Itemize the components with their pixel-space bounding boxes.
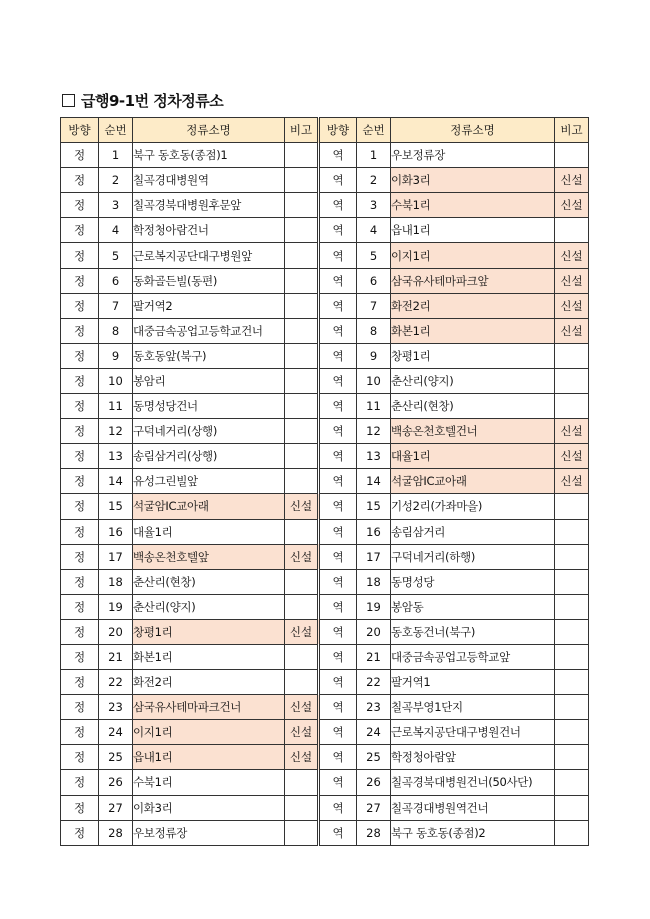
direction-cell: 역 (319, 619, 357, 644)
direction-cell: 정 (61, 695, 99, 720)
note-cell (555, 519, 589, 544)
direction-cell: 역 (319, 644, 357, 669)
table-row (61, 544, 589, 569)
table-row (61, 293, 589, 318)
stop-name-cell: 북구 동호동(종점)2 (391, 820, 555, 845)
table-row (61, 745, 589, 770)
table-row (61, 795, 589, 820)
table-row (61, 820, 589, 845)
table-row (61, 268, 589, 293)
note-cell (555, 494, 589, 519)
note-cell (555, 745, 589, 770)
direction-cell: 역 (319, 795, 357, 820)
stop-name-cell: 우보정류장 (133, 820, 285, 845)
note-cell: 신설 (555, 318, 589, 343)
note-cell (555, 343, 589, 368)
stop-name-cell: 칠곡부영1단지 (391, 695, 555, 720)
checkbox-square-icon (62, 94, 75, 107)
table-row (61, 368, 589, 393)
stop-name-cell: 대율1리 (391, 444, 555, 469)
table-row (61, 494, 589, 519)
note-cell: 신설 (285, 494, 319, 519)
note-cell (555, 594, 589, 619)
note-cell (285, 670, 319, 695)
stop-name-cell: 북구 동호동(종점)1 (133, 143, 285, 168)
stop-name-cell: 대중금속공업고등학교앞 (391, 644, 555, 669)
direction-cell: 정 (61, 770, 99, 795)
stop-name-cell: 동명성당 (391, 569, 555, 594)
seq-cell: 1 (99, 143, 133, 168)
note-cell (555, 695, 589, 720)
note-cell: 신설 (285, 745, 319, 770)
note-cell (285, 293, 319, 318)
seq-cell: 26 (357, 770, 391, 795)
direction-cell: 정 (61, 268, 99, 293)
note-cell: 신설 (555, 469, 589, 494)
stop-name-cell: 읍내1리 (133, 745, 285, 770)
stop-name-cell: 읍내1리 (391, 218, 555, 243)
title-text: 급행9-1번 정차정류소 (81, 92, 224, 110)
table-row (61, 143, 589, 168)
stop-name-cell: 이지1리 (133, 720, 285, 745)
seq-cell: 21 (99, 644, 133, 669)
stop-name-cell: 춘산리(현창) (391, 394, 555, 419)
header-note: 비고 (285, 118, 319, 143)
note-cell (285, 193, 319, 218)
seq-cell: 26 (99, 770, 133, 795)
stop-name-cell: 춘산리(양지) (133, 594, 285, 619)
direction-cell: 역 (319, 143, 357, 168)
note-cell (285, 143, 319, 168)
seq-cell: 17 (99, 544, 133, 569)
stop-name-cell: 화본1리 (391, 318, 555, 343)
header-row (61, 118, 589, 143)
direction-cell: 정 (61, 720, 99, 745)
direction-cell: 역 (319, 268, 357, 293)
seq-cell: 4 (99, 218, 133, 243)
note-cell (285, 419, 319, 444)
note-cell (285, 820, 319, 845)
seq-cell: 2 (357, 168, 391, 193)
bus-stop-table (60, 117, 589, 846)
table-row (61, 619, 589, 644)
direction-cell: 역 (319, 193, 357, 218)
seq-cell: 14 (357, 469, 391, 494)
direction-cell: 역 (319, 243, 357, 268)
note-cell (285, 770, 319, 795)
seq-cell: 18 (99, 569, 133, 594)
stop-name-cell: 대율1리 (133, 519, 285, 544)
table-row (61, 695, 589, 720)
stop-name-cell: 석굴암IC교아래 (133, 494, 285, 519)
note-cell: 신설 (555, 243, 589, 268)
direction-cell: 정 (61, 519, 99, 544)
stop-name-cell: 칠곡경북대병원건너(50사단) (391, 770, 555, 795)
seq-cell: 5 (357, 243, 391, 268)
header-direction: 방향 (319, 118, 357, 143)
stop-name-cell: 이지1리 (391, 243, 555, 268)
note-cell: 신설 (555, 193, 589, 218)
stop-name-cell: 창평1리 (133, 619, 285, 644)
note-cell (285, 444, 319, 469)
stop-name-cell: 석굴암IC교아래 (391, 469, 555, 494)
seq-cell: 5 (99, 243, 133, 268)
note-cell (285, 318, 319, 343)
note-cell (555, 770, 589, 795)
direction-cell: 정 (61, 218, 99, 243)
stop-name-cell: 백송온천호텔앞 (133, 544, 285, 569)
table-row (61, 318, 589, 343)
stop-name-cell: 송림삼거리(상행) (133, 444, 285, 469)
seq-cell: 27 (99, 795, 133, 820)
stop-name-cell: 백송온천호텔건너 (391, 419, 555, 444)
table-row (61, 444, 589, 469)
header-direction: 방향 (61, 118, 99, 143)
direction-cell: 정 (61, 243, 99, 268)
seq-cell: 4 (357, 218, 391, 243)
seq-cell: 3 (99, 193, 133, 218)
stop-name-cell: 대중금속공업고등학교건너 (133, 318, 285, 343)
stop-name-cell: 칠곡경대병원역건너 (391, 795, 555, 820)
note-cell (555, 143, 589, 168)
table-row (61, 394, 589, 419)
direction-cell: 역 (319, 670, 357, 695)
stop-name-cell: 칠곡경대병원역 (133, 168, 285, 193)
stop-name-cell: 우보정류장 (391, 143, 555, 168)
seq-cell: 8 (357, 318, 391, 343)
stop-name-cell: 근로복지공단대구병원앞 (133, 243, 285, 268)
note-cell (285, 394, 319, 419)
note-cell: 신설 (555, 444, 589, 469)
note-cell: 신설 (285, 619, 319, 644)
stop-name-cell: 이화3리 (391, 168, 555, 193)
seq-cell: 15 (357, 494, 391, 519)
note-cell (285, 343, 319, 368)
stop-name-cell: 이화3리 (133, 795, 285, 820)
table-row (61, 243, 589, 268)
stop-name-cell: 학정청아람앞 (391, 745, 555, 770)
direction-cell: 정 (61, 419, 99, 444)
document-title (62, 90, 223, 111)
direction-cell: 역 (319, 519, 357, 544)
seq-cell: 19 (99, 594, 133, 619)
seq-cell: 22 (99, 670, 133, 695)
stop-name-cell: 화본1리 (133, 644, 285, 669)
stop-name-cell: 칠곡경북대병원후문앞 (133, 193, 285, 218)
header-note: 비고 (555, 118, 589, 143)
direction-cell: 정 (61, 469, 99, 494)
note-cell: 신설 (555, 268, 589, 293)
stop-name-cell: 창평1리 (391, 343, 555, 368)
direction-cell: 역 (319, 469, 357, 494)
stop-name-cell: 기성2리(가좌마을) (391, 494, 555, 519)
table-row (61, 343, 589, 368)
direction-cell: 역 (319, 394, 357, 419)
seq-cell: 24 (357, 720, 391, 745)
stop-name-cell: 춘산리(양지) (391, 368, 555, 393)
stop-name-cell: 학정청아람건너 (133, 218, 285, 243)
direction-cell: 역 (319, 770, 357, 795)
stop-name-cell: 삼국유사테마파크앞 (391, 268, 555, 293)
seq-cell: 24 (99, 720, 133, 745)
direction-cell: 역 (319, 494, 357, 519)
direction-cell: 정 (61, 343, 99, 368)
seq-cell: 6 (357, 268, 391, 293)
direction-cell: 정 (61, 544, 99, 569)
seq-cell: 7 (99, 293, 133, 318)
direction-cell: 역 (319, 695, 357, 720)
direction-cell: 정 (61, 745, 99, 770)
stop-name-cell: 송림삼거리 (391, 519, 555, 544)
direction-cell: 역 (319, 318, 357, 343)
seq-cell: 2 (99, 168, 133, 193)
note-cell (285, 268, 319, 293)
seq-cell: 7 (357, 293, 391, 318)
seq-cell: 22 (357, 670, 391, 695)
seq-cell: 28 (99, 820, 133, 845)
seq-cell: 12 (99, 419, 133, 444)
table-row (61, 720, 589, 745)
table-row (61, 519, 589, 544)
note-cell: 신설 (555, 419, 589, 444)
note-cell (285, 368, 319, 393)
stop-name-cell: 봉암리 (133, 368, 285, 393)
table-row (61, 419, 589, 444)
seq-cell: 28 (357, 820, 391, 845)
direction-cell: 역 (319, 569, 357, 594)
stop-name-cell: 구덕네거리(상행) (133, 419, 285, 444)
header-stop-name: 정류소명 (391, 118, 555, 143)
stop-name-cell: 팔거역2 (133, 293, 285, 318)
direction-cell: 역 (319, 419, 357, 444)
direction-cell: 정 (61, 795, 99, 820)
seq-cell: 16 (99, 519, 133, 544)
stop-name-cell: 근로복지공단대구병원건너 (391, 720, 555, 745)
table-row (61, 644, 589, 669)
note-cell (555, 619, 589, 644)
stop-name-cell: 동화골든빌(동편) (133, 268, 285, 293)
seq-cell: 1 (357, 143, 391, 168)
direction-cell: 역 (319, 168, 357, 193)
seq-cell: 12 (357, 419, 391, 444)
direction-cell: 역 (319, 368, 357, 393)
direction-cell: 역 (319, 594, 357, 619)
note-cell (285, 569, 319, 594)
stop-name-cell: 동호동건너(북구) (391, 619, 555, 644)
header-seq: 순번 (99, 118, 133, 143)
stop-name-cell: 동호동앞(북구) (133, 343, 285, 368)
seq-cell: 13 (99, 444, 133, 469)
seq-cell: 11 (99, 394, 133, 419)
note-cell (555, 544, 589, 569)
seq-cell: 18 (357, 569, 391, 594)
table-row (61, 168, 589, 193)
table-row (61, 670, 589, 695)
direction-cell: 역 (319, 218, 357, 243)
table-row (61, 218, 589, 243)
seq-cell: 11 (357, 394, 391, 419)
stop-name-cell: 봉암동 (391, 594, 555, 619)
direction-cell: 정 (61, 444, 99, 469)
seq-cell: 10 (357, 368, 391, 393)
direction-cell: 역 (319, 720, 357, 745)
direction-cell: 정 (61, 670, 99, 695)
stop-name-cell: 팔거역1 (391, 670, 555, 695)
stop-name-cell: 춘산리(현창) (133, 569, 285, 594)
note-cell (555, 820, 589, 845)
note-cell: 신설 (285, 695, 319, 720)
note-cell (285, 644, 319, 669)
direction-cell: 역 (319, 820, 357, 845)
seq-cell: 27 (357, 795, 391, 820)
stop-name-cell: 구덕네거리(하행) (391, 544, 555, 569)
direction-cell: 역 (319, 745, 357, 770)
direction-cell: 정 (61, 143, 99, 168)
seq-cell: 9 (99, 343, 133, 368)
note-cell: 신설 (285, 720, 319, 745)
direction-cell: 정 (61, 619, 99, 644)
note-cell (285, 243, 319, 268)
seq-cell: 17 (357, 544, 391, 569)
stop-name-cell: 수북1리 (133, 770, 285, 795)
direction-cell: 역 (319, 544, 357, 569)
seq-cell: 9 (357, 343, 391, 368)
note-cell (555, 670, 589, 695)
seq-cell: 3 (357, 193, 391, 218)
header-stop-name: 정류소명 (133, 118, 285, 143)
note-cell (555, 720, 589, 745)
table-row (61, 569, 589, 594)
seq-cell: 6 (99, 268, 133, 293)
stop-name-cell: 삼국유사테마파크건너 (133, 695, 285, 720)
direction-cell: 정 (61, 193, 99, 218)
seq-cell: 10 (99, 368, 133, 393)
direction-cell: 정 (61, 394, 99, 419)
table-row (61, 469, 589, 494)
note-cell (555, 795, 589, 820)
note-cell (285, 218, 319, 243)
note-cell (555, 394, 589, 419)
seq-cell: 23 (357, 695, 391, 720)
note-cell: 신설 (555, 293, 589, 318)
stop-name-cell: 화전2리 (391, 293, 555, 318)
direction-cell: 정 (61, 569, 99, 594)
direction-cell: 정 (61, 594, 99, 619)
stop-name-cell: 동명성당건너 (133, 394, 285, 419)
seq-cell: 25 (357, 745, 391, 770)
direction-cell: 정 (61, 820, 99, 845)
note-cell: 신설 (555, 168, 589, 193)
note-cell (285, 168, 319, 193)
seq-cell: 8 (99, 318, 133, 343)
direction-cell: 정 (61, 368, 99, 393)
note-cell (555, 569, 589, 594)
seq-cell: 25 (99, 745, 133, 770)
table-row (61, 193, 589, 218)
direction-cell: 역 (319, 343, 357, 368)
table-row (61, 770, 589, 795)
stop-name-cell: 수북1리 (391, 193, 555, 218)
direction-cell: 역 (319, 444, 357, 469)
header-seq: 순번 (357, 118, 391, 143)
direction-cell: 정 (61, 168, 99, 193)
direction-cell: 정 (61, 318, 99, 343)
stop-name-cell: 유성그린빌앞 (133, 469, 285, 494)
note-cell (285, 594, 319, 619)
direction-cell: 정 (61, 644, 99, 669)
direction-cell: 정 (61, 494, 99, 519)
note-cell (555, 218, 589, 243)
note-cell (285, 469, 319, 494)
table-row (61, 594, 589, 619)
seq-cell: 16 (357, 519, 391, 544)
seq-cell: 20 (99, 619, 133, 644)
note-cell: 신설 (285, 544, 319, 569)
note-cell (555, 644, 589, 669)
seq-cell: 19 (357, 594, 391, 619)
direction-cell: 역 (319, 293, 357, 318)
seq-cell: 13 (357, 444, 391, 469)
seq-cell: 15 (99, 494, 133, 519)
note-cell (285, 519, 319, 544)
direction-cell: 정 (61, 293, 99, 318)
note-cell (285, 795, 319, 820)
seq-cell: 20 (357, 619, 391, 644)
note-cell (555, 368, 589, 393)
stop-name-cell: 화전2리 (133, 670, 285, 695)
seq-cell: 23 (99, 695, 133, 720)
seq-cell: 21 (357, 644, 391, 669)
seq-cell: 14 (99, 469, 133, 494)
